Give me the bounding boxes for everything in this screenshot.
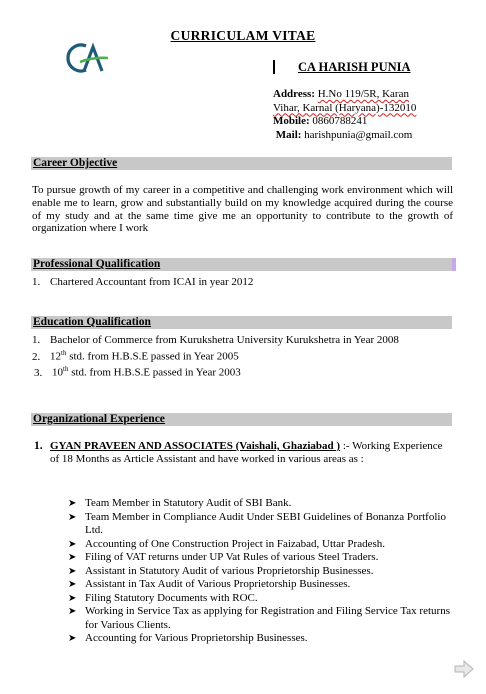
- address-line1: H.No 119/5R, Karan: [317, 88, 409, 100]
- arrow-bullet-icon: ➤: [68, 579, 77, 590]
- professional-item-1: [32, 275, 253, 289]
- list-item: [68, 511, 454, 538]
- bullet-text: Accounting of One Construction Project in Faizabad, Uttar Pradesh.: [85, 537, 385, 550]
- list-item: [68, 605, 454, 632]
- arrow-bullet-icon: ➤: [68, 498, 77, 509]
- email-address: harishpunia@gmail.com: [304, 128, 413, 141]
- org-name: GYAN PRAVEEN AND ASSOCIATES (Vaishali, Ghaziabad ): [50, 440, 341, 452]
- section-heading-experience: Organizational Experience: [33, 413, 165, 425]
- bullet-text: Team Member in Compliance Audit Under SEBI Guidelines of Bonanza Portfolio Ltd.: [85, 510, 446, 536]
- section-bar-accent: [452, 258, 456, 271]
- bullet-text: Team Member in Statutory Audit of SBI Bank.: [85, 497, 292, 509]
- arrow-bullet-icon: ➤: [68, 565, 77, 577]
- bullet-text: Working in Service Tax as applying for Registration and Filing Service Tax returns for Various Clients.: [85, 605, 450, 631]
- arrow-bullet-icon: ➤: [68, 633, 77, 644]
- bullet-text: Assistant in Tax Audit of Various Proprietorship Businesses.: [85, 578, 351, 590]
- education-item-2: [32, 346, 239, 364]
- section-heading-professional: Professional Qualification: [33, 258, 161, 270]
- name-divider: [273, 60, 275, 74]
- list-item: [68, 497, 454, 511]
- bullet-text: Filing of VAT returns under UP Vat Rules of various Steel Traders.: [85, 551, 379, 563]
- section-heading-career: Career Objective: [33, 157, 118, 169]
- mail-label: Mail:: [275, 128, 302, 141]
- career-objective-text: To pursue growth of my career in a competitive and challenging work environment which will enable me to learn, grow and substantially build on my knowledge acquired during the course of my study and at the same time give me an opportunity to contribute to the growth of organization where I work: [32, 184, 453, 235]
- list-text-pre: 12: [50, 350, 61, 363]
- list-text: std. from H.B.S.E passed in Year 2003: [68, 366, 241, 379]
- list-item: [68, 538, 454, 552]
- arrow-bullet-icon: ➤: [68, 592, 77, 604]
- superscript: th: [61, 349, 67, 357]
- arrow-bullet-icon: ➤: [68, 538, 77, 550]
- experience-bullet-list: [68, 497, 454, 646]
- ca-logo-icon: [66, 38, 116, 78]
- organization-entry: [34, 440, 452, 466]
- contact-block: [273, 88, 463, 142]
- list-item: [68, 578, 454, 592]
- list-text-pre: 10: [52, 366, 63, 379]
- next-page-arrow-icon[interactable]: [454, 660, 474, 678]
- bullet-text: Filing Statutory Documents with ROC.: [85, 591, 258, 604]
- org-description: :- Working Experience of 18 Months as Article Assistant and have worked in various areas as :: [50, 440, 443, 465]
- list-number: 1.: [32, 276, 41, 288]
- bullet-text: Assistant in Statutory Audit of various Proprietorship Businesses.: [85, 564, 374, 577]
- address-line2: Vihar, Karnal (Haryana)-132010: [273, 101, 417, 114]
- list-item: [68, 632, 454, 646]
- section-heading-education: Education Qualification: [33, 316, 151, 328]
- education-item-1: [32, 333, 399, 347]
- education-item-3: [34, 362, 241, 380]
- list-number: 1.: [32, 334, 41, 346]
- list-item: [68, 565, 454, 579]
- superscript: th: [63, 365, 69, 373]
- bullet-text: Accounting for Various Proprietorship Businesses.: [85, 632, 308, 644]
- list-item: [68, 551, 454, 565]
- document-title: CURRICULAM VITAE: [170, 28, 316, 43]
- mobile-label: Mobile:: [273, 115, 310, 127]
- arrow-bullet-icon: ➤: [68, 511, 77, 523]
- list-item: [68, 592, 454, 606]
- list-number: 3.: [34, 366, 43, 379]
- list-text: Bachelor of Commerce from Kurukshetra University Kurukshetra in Year 2008: [50, 334, 399, 346]
- org-number: 1.: [34, 440, 43, 452]
- list-text: std. from H.B.S.E passed in Year 2005: [66, 350, 239, 363]
- candidate-name: CA HARISH PUNIA: [298, 60, 411, 74]
- arrow-bullet-icon: ➤: [68, 606, 77, 617]
- list-text: Chartered Accountant from ICAI in year 2012: [50, 276, 254, 288]
- list-number: 2.: [32, 350, 41, 363]
- arrow-bullet-icon: ➤: [68, 552, 77, 563]
- address-label: Address:: [273, 88, 315, 100]
- mobile-number: 0860788241: [312, 115, 368, 127]
